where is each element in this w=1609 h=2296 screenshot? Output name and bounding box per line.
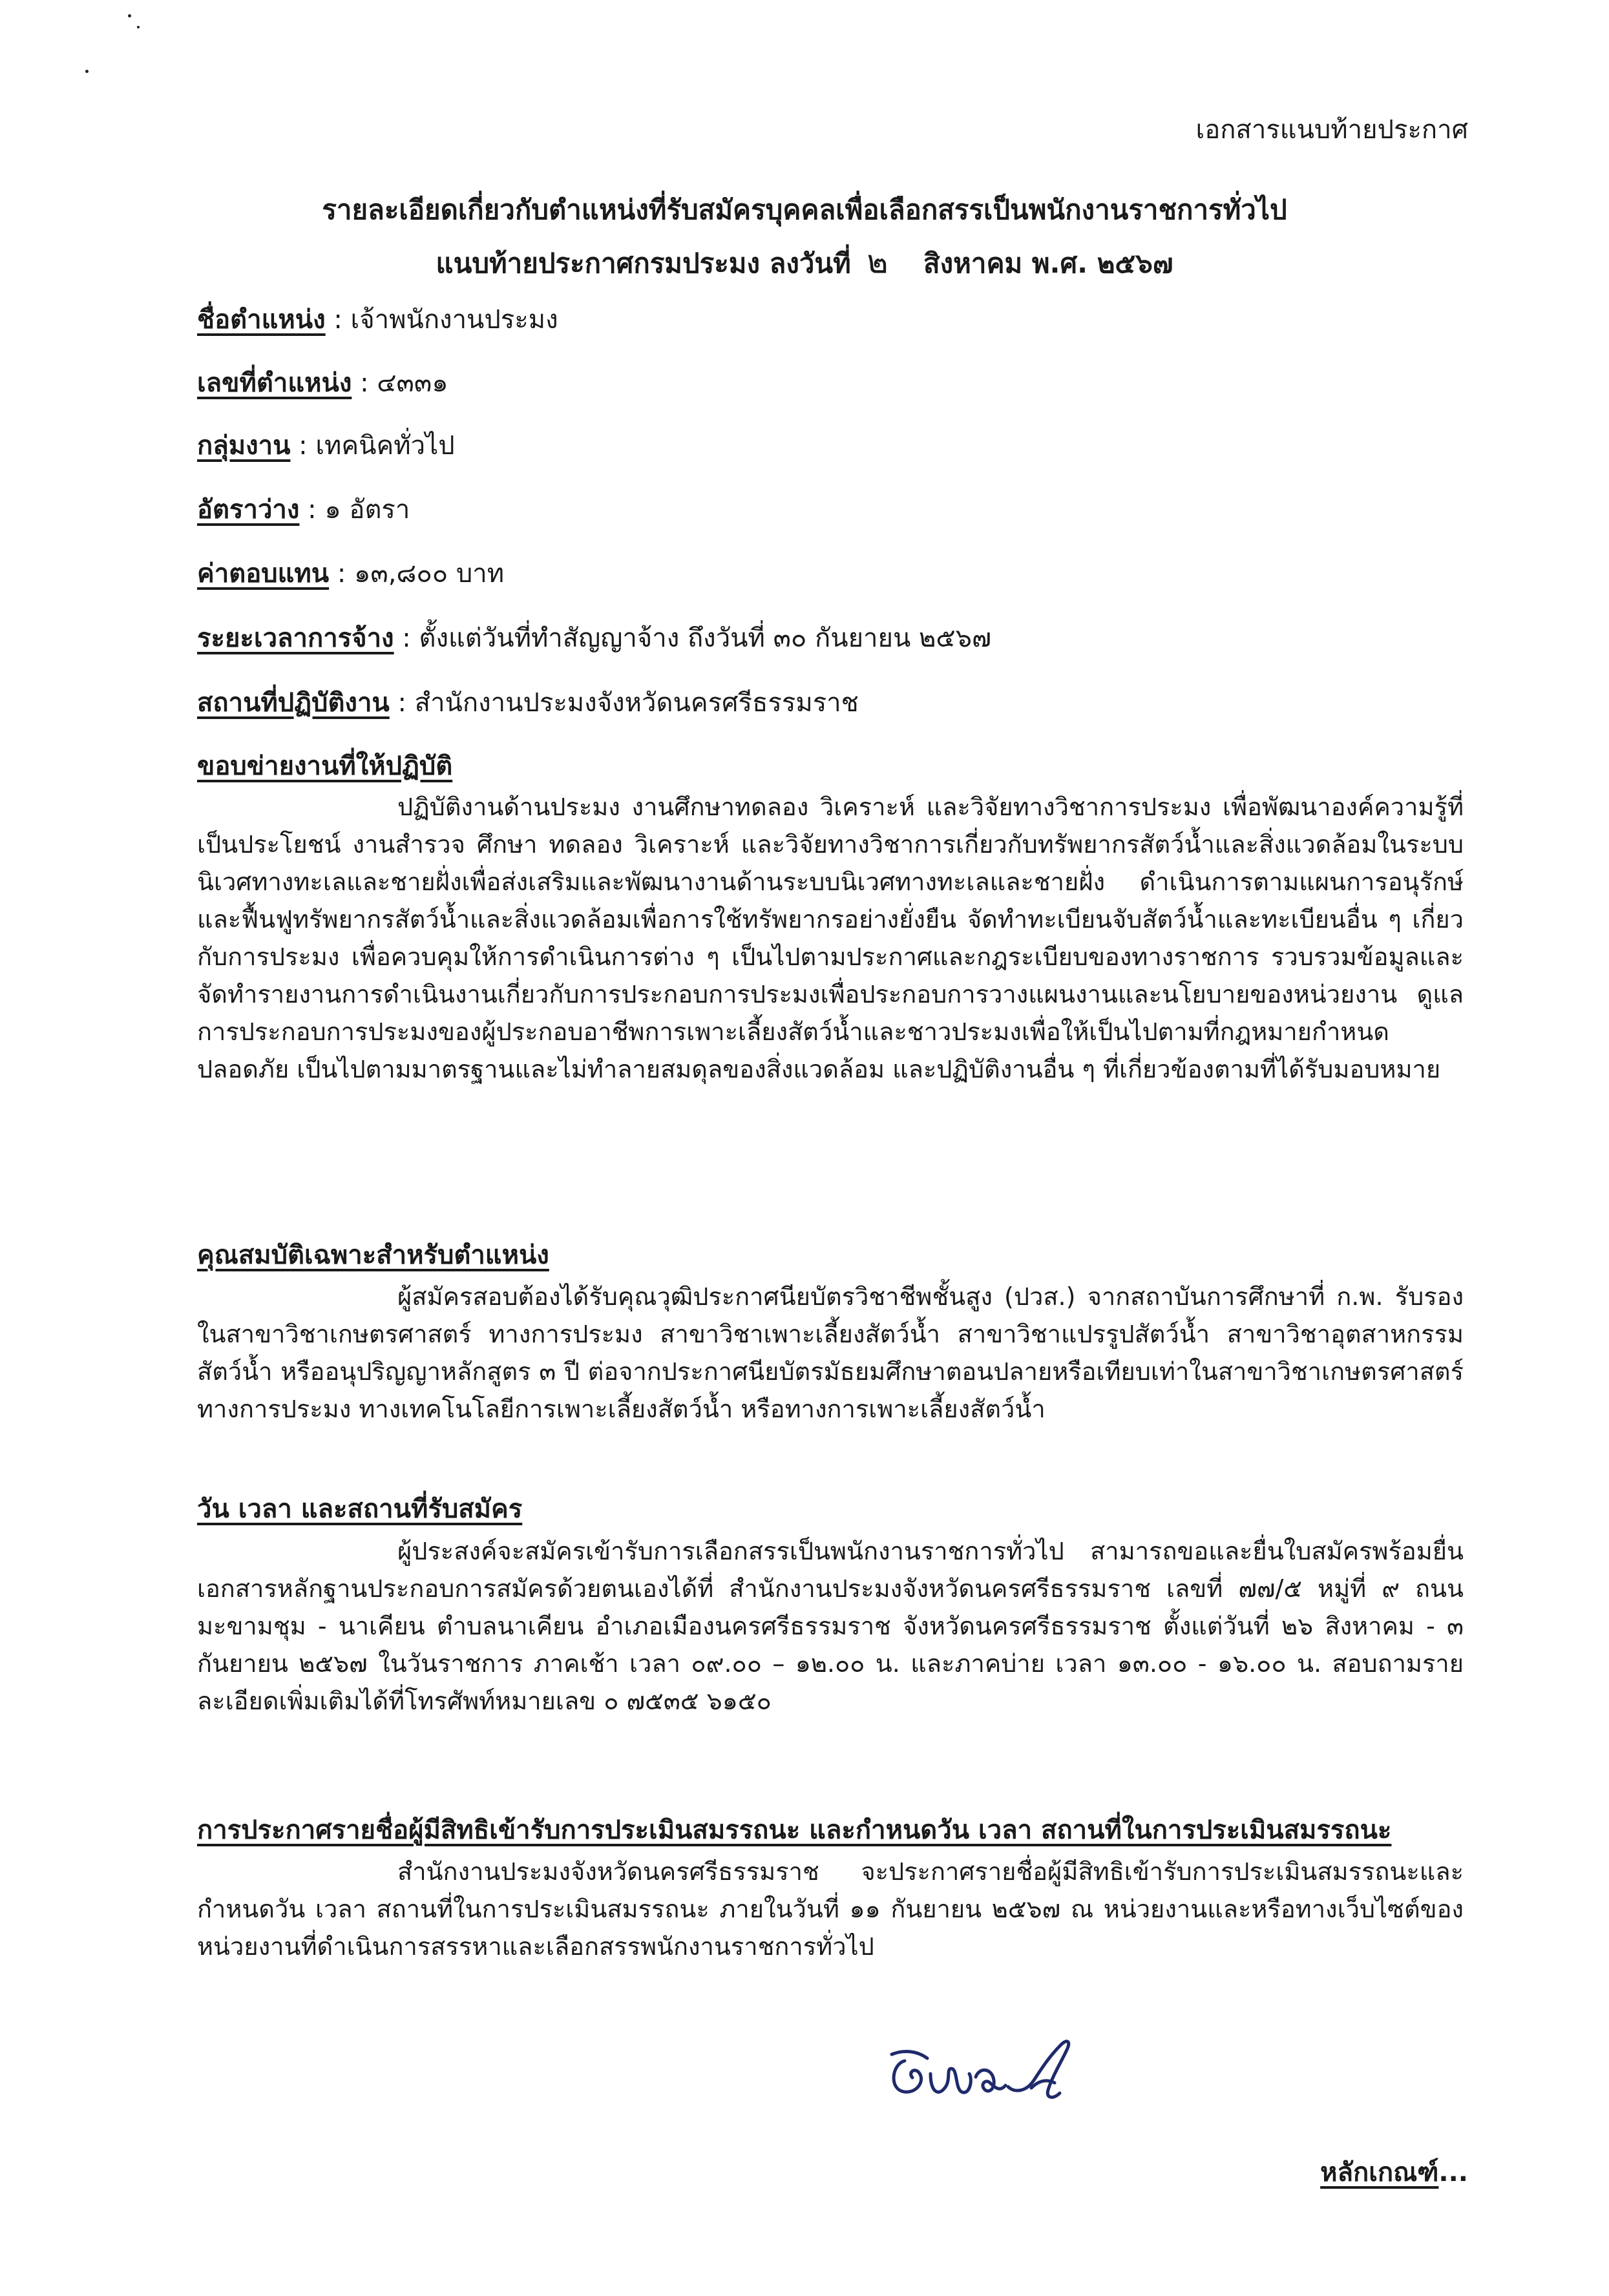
continued-label: หลักเกณฑ์ <box>1320 2158 1439 2187</box>
section-heading-announcement: การประกาศรายชื่อผู้มีสิทธิเข้ารับการประเมินสมรรถนะ และกำหนดวัน เวลา สถานที่ในการประเมินสมรรถนะ <box>197 1815 1392 1845</box>
title-day-handwritten: ๒ <box>867 243 889 280</box>
document-title-line-2 <box>129 236 1480 287</box>
field-label: เลขที่ตำแหน่ง <box>197 368 352 398</box>
section-body-qualifications: ผู้สมัครสอบต้องได้รับคุณวุฒิประกาศนียบัตรวิชาชีพชั้นสูง (ปวส.) จากสถาบันการศึกษาที่ ก.พ. รับรองในสาขาวิชาเกษตรศาสตร์ ทางการประมง สาขาวิชาเพาะเลี้ยงสัตว์น้ำ สาขาวิชาแปรรูปสัตว์น้ำ สาขาวิชาอุตสาหกรรมสัตว์น้ำ หรืออนุปริญญาหลักสูตร ๓ ปี ต่อจากประกาศนียบัตรมัธยมศึกษาตอนปลายหรือเทียบเท่าในสาขาวิชาเกษตรศาสตร์ ทางการประมง ทางเทคโนโลยีการเพาะเลี้ยงสัตว์น้ำ หรือทางการเพาะเลี้ยงสัตว์น้ำ <box>197 1282 1464 1423</box>
field-label: กลุ่มงาน <box>197 431 291 461</box>
field-value: ตั้งแต่วันที่ทำสัญญาจ้าง ถึงวันที่ ๓๐ กันยายน ๒๕๖๗ <box>419 623 992 653</box>
field-separator: : <box>352 368 377 398</box>
field-value: เทคนิคทั่วไป <box>315 431 455 461</box>
field-label: ระยะเวลาการจ้าง <box>197 623 394 653</box>
scan-speck <box>137 26 140 28</box>
field-separator: : <box>290 431 316 461</box>
field-label: ค่าตอบแทน <box>197 559 330 589</box>
scan-speck <box>85 70 89 73</box>
field-value: สำนักงานประมงจังหวัดนครศรีธรรมราช <box>414 688 859 718</box>
field-compensation <box>197 552 504 594</box>
handwritten-signature <box>879 2016 1111 2113</box>
section-heading-qualifications: คุณสมบัติเฉพาะสำหรับตำแหน่ง <box>197 1240 549 1270</box>
field-work-group <box>197 424 455 466</box>
field-workplace <box>197 682 859 723</box>
field-separator: : <box>325 305 351 335</box>
document-title-line-1: รายละเอียดเกี่ยวกับตำแหน่งที่รับสมัครบุคคลเพื่อเลือกสรรเป็นพนักงานราชการทั่วไป <box>322 194 1287 225</box>
scan-speck <box>128 14 131 17</box>
field-label: ชื่อตำแหน่ง <box>197 305 326 335</box>
field-employment-period <box>197 617 991 658</box>
section-body-announcement: สำนักงานประมงจังหวัดนครศรีธรรมราช จะประกาศรายชื่อผู้มีสิทธิเข้ารับการประเมินสมรรถนะและกำหนดวัน เวลา สถานที่ในการประเมินสมรรถนะ ภายในวันที่ ๑๑ กันยายน ๒๕๖๗ ณ หน่วยงานและหรือทางเว็บไซต์ของหน่วยงานที่ดำเนินการสรรหาและเลือกสรรพนักงานราชการทั่วไป <box>197 1857 1464 1961</box>
section-heading-application: วัน เวลา และสถานที่รับสมัคร <box>197 1494 523 1524</box>
field-separator: : <box>299 495 325 525</box>
field-value: ๔๓๓๑ <box>377 368 448 398</box>
section-body-scope: ปฏิบัติงานด้านประมง งานศึกษาทดลอง วิเคราะห์ และวิจัยทางวิชาการประมง เพื่อพัฒนาองค์ความรู้ที่เป็นประโยชน์ งานสำรวจ ศึกษา ทดลอง วิเคราะห์ และวิจัยทางวิชาการเกี่ยวกับทรัพยากรสัตว์น้ำและสิ่งแวดล้อมในระบบนิเวศทางทะเลและชายฝั่งเพื่อส่งเสริมและพัฒนางานด้านระบบนิเวศทางทะเลและชายฝั่ง ดำเนินการตามแผนการอนุรักษ์และฟื้นฟูทรัพยากรสัตว์น้ำและสิ่งแวดล้อมเพื่อการใช้ทรัพยากรอย่างยั่งยืน จัดทำทะเบียนจับสัตว์น้ำและทะเบียนอื่น ๆ เกี่ยวกับการประมง เพื่อควบคุมให้การดำเนินการต่าง ๆ เป็นไปตามประกาศและกฎระเบียบของทางราชการ รวบรวมข้อมูลและจัดทำรายงานการดำเนินงานเกี่ยวกับการประกอบการประมงเพื่อประกอบการวางแผนงานและนโยบายของหน่วยงาน ดูแลการประกอบการประมงของผู้ประกอบอาชีพการเพาะเลี้ยงสัตว์น้ำและชาวประมงเพื่อให้เป็นไปตามที่กฎหมายกำหนด ปลอดภัย เป็นไปตามมาตรฐานและไม่ทำลายสมดุลของสิ่งแวดล้อม และปฏิบัติงานอื่น ๆ ที่เกี่ยวข้องตามที่ได้รับมอบหมาย <box>197 793 1464 1083</box>
field-vacancies <box>197 488 410 530</box>
title-prefix: แนบท้ายประกาศกรมประมง ลงวันที่ <box>436 247 851 279</box>
field-separator: : <box>394 623 419 653</box>
section-heading-scope: ขอบข่ายงานที่ให้ปฏิบัติ <box>197 751 453 781</box>
field-position-name <box>197 298 558 340</box>
continued-next-page <box>1320 2151 1468 2193</box>
field-value: ๑ อัตรา <box>324 495 410 525</box>
attachment-label: เอกสารแนบท้ายประกาศ <box>1195 115 1468 145</box>
field-separator: : <box>329 559 355 589</box>
continued-ellipsis: ... <box>1438 2158 1468 2187</box>
field-separator: : <box>389 688 415 718</box>
title-suffix: สิงหาคม พ.ศ. ๒๕๖๗ <box>923 247 1173 279</box>
field-label: สถานที่ปฏิบัติงาน <box>197 688 390 718</box>
field-position-number <box>197 362 448 403</box>
field-value: เจ้าพนักงานประมง <box>350 305 558 335</box>
section-body-application: ผู้ประสงค์จะสมัครเข้ารับการเลือกสรรเป็นพนักงานราชการทั่วไป สามารถขอและยื่นใบสมัครพร้อมยื่นเอกสารหลักฐานประกอบการสมัครด้วยตนเองได้ที่ สำนักงานประมงจังหวัดนครศรีธรรมราช เลขที่ ๗๗/๕ หมู่ที่ ๙ ถนนมะขามชุม - นาเคียน ตำบลนาเคียน อำเภอเมืองนครศรีธรรมราช จังหวัดนครศรีธรรมราช ตั้งแต่วันที่ ๒๖ สิงหาคม - ๓ กันยายน ๒๕๖๗ ในวันราชการ ภาคเช้า เวลา ๐๙.๐๐ – ๑๒.๐๐ น. และภาคบ่าย เวลา ๑๓.๐๐ - ๑๖.๐๐ น. สอบถามรายละเอียดเพิ่มเติมได้ที่โทรศัพท์หมายเลข ๐ ๗๕๓๕ ๖๑๕๐ <box>197 1537 1464 1715</box>
field-value: ๑๓,๘๐๐ บาท <box>354 559 505 589</box>
field-label: อัตราว่าง <box>197 495 300 525</box>
